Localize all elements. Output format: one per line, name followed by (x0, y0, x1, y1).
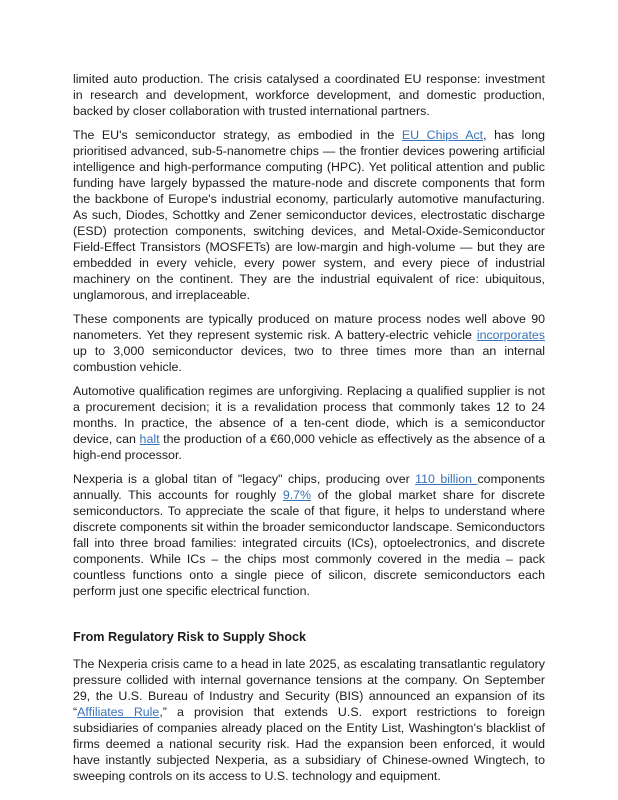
paragraph-text: up to 3,000 semiconductor devices, two to three times more than an internal combustion vehicle. (73, 344, 545, 374)
paragraph-text: limited auto production. The crisis catalysed a coordinated EU response: investment in research and development, workforce development, and domestic production, backed by closer collaboration with trusted international partners. (73, 72, 545, 118)
section-heading: From Regulatory Risk to Supply Shock (73, 630, 307, 644)
eu-chips-act-link[interactable]: EU Chips Act (401, 128, 484, 142)
110-billion-link[interactable]: 110 billion (415, 472, 478, 486)
paragraph-3 (73, 311, 545, 375)
paragraph-text: of the global market share for discrete semiconductors. To appreciate the scale of that figure, it helps to understand where discrete components sit within the broader semiconductor landscape. Semiconductors fall into three broad families: integrated circuits (ICs), optoelectronics, and discrete components. While ICs – the chips most commonly covered in the media – pack countless functions onto a single piece of silicon, discrete semiconductors each perform just one specific electrical function. (73, 488, 545, 598)
paragraph-2 (73, 127, 545, 303)
paragraph-1 (73, 71, 545, 119)
market-share-link[interactable]: 9.7% (282, 488, 312, 502)
paragraph-text: Nexperia is a global titan of "legacy" chips, producing over (73, 472, 416, 486)
paragraph-text: the production of a €60,000 vehicle as effectively as the absence of a high-end processor. (73, 432, 546, 462)
paragraph-6 (73, 656, 545, 784)
paragraph-text: ,” a provision that extends U.S. export restrictions to foreign subsidiaries of companies already placed on the Entity List, Washington's blacklist of firms deemed a national security risk. Had the expansion been enforced, it would have instantly subjected Nexperia, as a subsidiary of Chinese-owned Wingtech, to sweeping controls on its access to U.S. technology and equipment. (73, 705, 545, 783)
paragraph-text: The Nexperia crisis came to a head in late 2025, as escalating transatlantic regulatory pressure collided with internal governance tensions at the company. On September 29, the U.S. Bureau of Industry and Security (BIS) announced an expansion of its “ (73, 657, 545, 719)
article-body (73, 71, 545, 792)
paragraph-5 (73, 471, 545, 599)
affiliates-rule-link[interactable]: Affiliates Rule (77, 705, 160, 719)
paragraph-text: components annually. This accounts for roughly (73, 472, 545, 502)
paragraph-4 (73, 383, 545, 463)
incorporates-link[interactable]: incorporates (476, 328, 545, 342)
paragraph-text: The EU's semiconductor strategy, as embodied in the (73, 128, 402, 142)
paragraph-text: Automotive qualification regimes are unforgiving. Replacing a qualified supplier is not a procurement decision; it is a revalidation process that commonly takes 12 to 24 months. In practice, the absence of a ten-cent diode, which is a semiconductor device, can (73, 384, 545, 446)
paragraph-text: , has long prioritised advanced, sub-5-nanometre chips — the frontier devices powering artificial intelligence and high-performance computing (HPC). Yet political attention and public funding have largely bypassed the mature-node and discrete components that form the backbone of Europe's industrial economy, particularly automotive manufacturing. As such, Diodes, Schottky and Zener semiconductor devices, electrostatic discharge (ESD) protection components, switching devices, and Metal-Oxide-Semiconductor Field-Effect Transistors (MOSFETs) are low-margin and high-volume — but they are embedded in every vehicle, every power system, and every piece of industrial machinery on the continent. They are the industrial equivalent of rice: ubiquitous, unglamorous, and irreplaceable. (73, 128, 545, 302)
halt-link[interactable]: halt (139, 432, 160, 446)
paragraph-text: These components are typically produced on mature process nodes well above 90 nanometers. Yet they represent systemic risk. A battery-electric vehicle (73, 312, 545, 342)
